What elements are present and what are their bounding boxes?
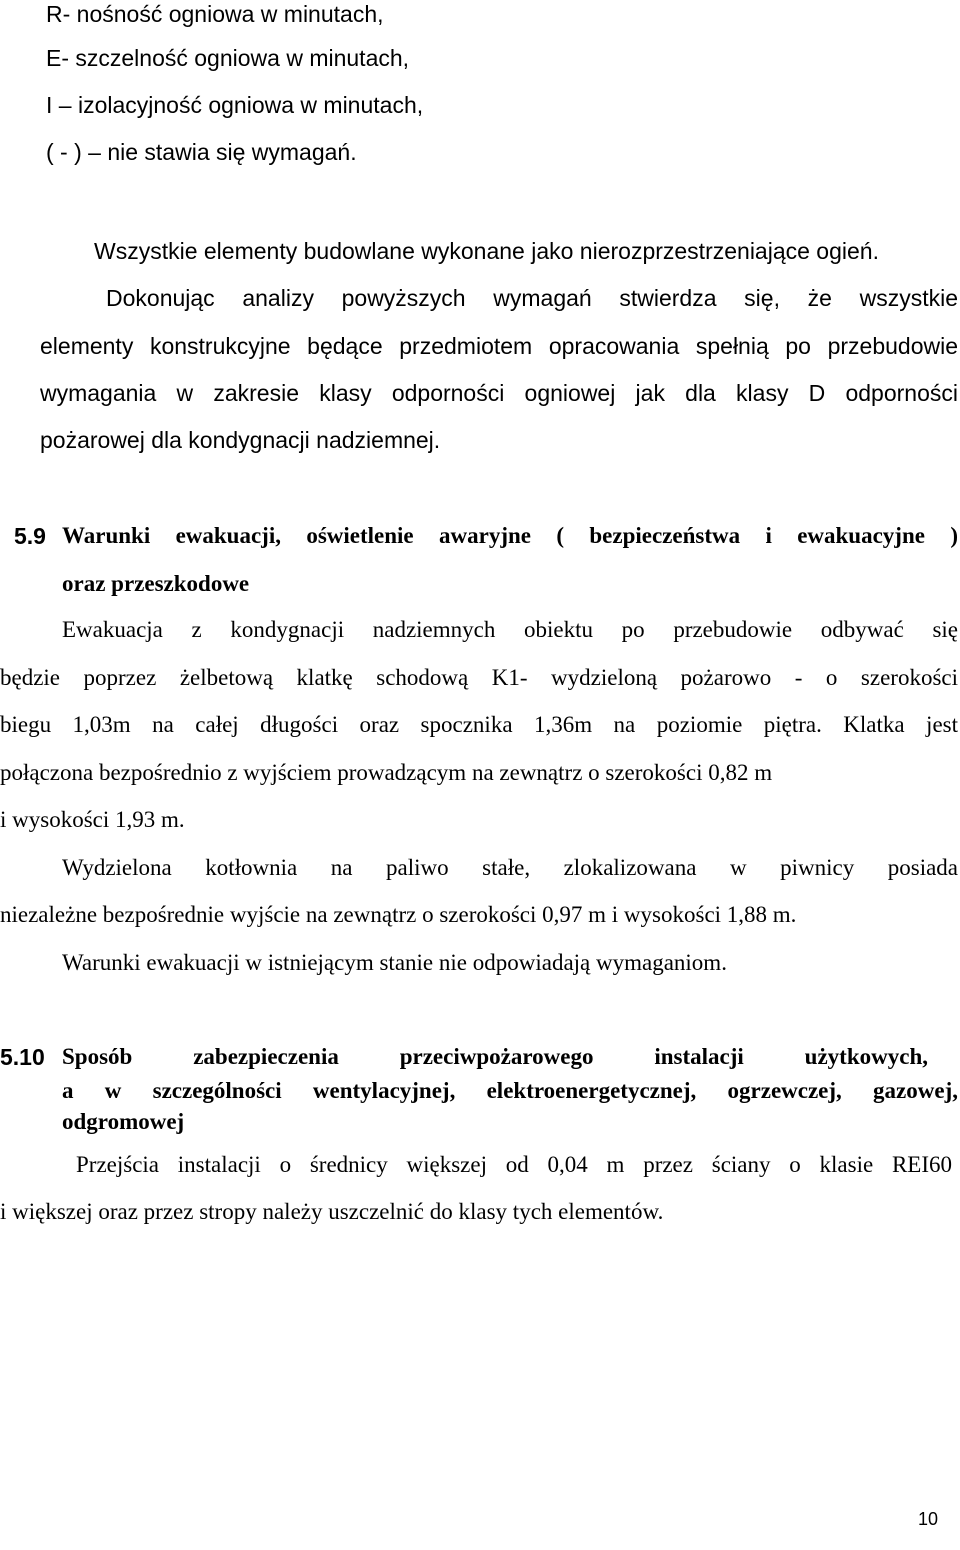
analysis-line-3: wymagania w zakresie klasy odporności ogniowej jak dla klasy D odporności (40, 380, 958, 406)
analysis-line-4: pożarowej dla kondygnacji nadziemnej. (40, 427, 441, 453)
evacuation-line-1: Ewakuacja z kondygnacji nadziemnych obiektu po przebudowie odbywać się (62, 617, 958, 642)
section-title-line-1: Warunki ewakuacji, oświetlenie awaryjne ( bezpieczeństwa i ewakuacyjne ) (62, 523, 958, 548)
evacuation-line-4: połączona bezpośrednio z wyjściem prowadzącym na zewnątrz o szerokości 0,82 m (0, 760, 773, 785)
legend-item-none: ( - ) – nie stawia się wymagań. (46, 139, 357, 165)
legend-item-r: R- nośność ogniowa w minutach, (46, 1, 384, 27)
section-title-line-3: odgromowej (62, 1109, 185, 1134)
installation-line-1: Przejścia instalacji o średnicy większej od 0,04 m przez ściany o klasie REI60 (76, 1152, 952, 1177)
section-number: 5.9 (14, 523, 46, 549)
evacuation-line-2: będzie poprzez żelbetową klatkę schodową K1- wydzieloną pożarowo - o szerokości (0, 665, 958, 690)
evacuation-conclusion: Warunki ewakuacji w istniejącym stanie nie odpowiadają wymaganiom. (62, 950, 727, 975)
legend-item-e: E- szczelność ogniowa w minutach, (46, 45, 410, 71)
evacuation-line-5: i wysokości 1,93 m. (0, 807, 185, 832)
section-number: 5.10 (0, 1044, 45, 1070)
analysis-line-2: elementy konstrukcyjne będące przedmiotem opracowania spełnią po przebudowie (40, 333, 958, 359)
page-number: 10 (917, 1509, 938, 1529)
boiler-room-line-2: niezależne bezpośrednie wyjście na zewnątrz o szerokości 0,97 m i wysokości 1,88 m. (0, 902, 797, 927)
installation-line-2: i większej oraz przez stropy należy uszczelnić do klasy tych elementów. (0, 1199, 664, 1224)
statement: Wszystkie elementy budowlane wykonane jako nierozprzestrzeniające ogień. (94, 238, 879, 264)
boiler-room-line-1: Wydzielona kotłownia na paliwo stałe, zlokalizowana w piwnicy posiada (62, 855, 958, 880)
section-title-line-2: oraz przeszkodowe (62, 571, 250, 596)
analysis-line-1: Dokonując analizy powyższych wymagań stwierdza się, że wszystkie (106, 285, 958, 311)
section-title-line-1: Sposób zabezpieczenia przeciwpożarowego instalacji użytkowych, (62, 1044, 928, 1069)
evacuation-line-3: biegu 1,03m na całej długości oraz spocznika 1,36m na poziomie piętra. Klatka jest (0, 712, 958, 737)
legend-item-i: I – izolacyjność ogniowa w minutach, (46, 92, 424, 118)
section-title-line-2: a w szczególności wentylacyjnej, elektroenergetycznej, ogrzewczej, gazowej, (62, 1078, 958, 1103)
